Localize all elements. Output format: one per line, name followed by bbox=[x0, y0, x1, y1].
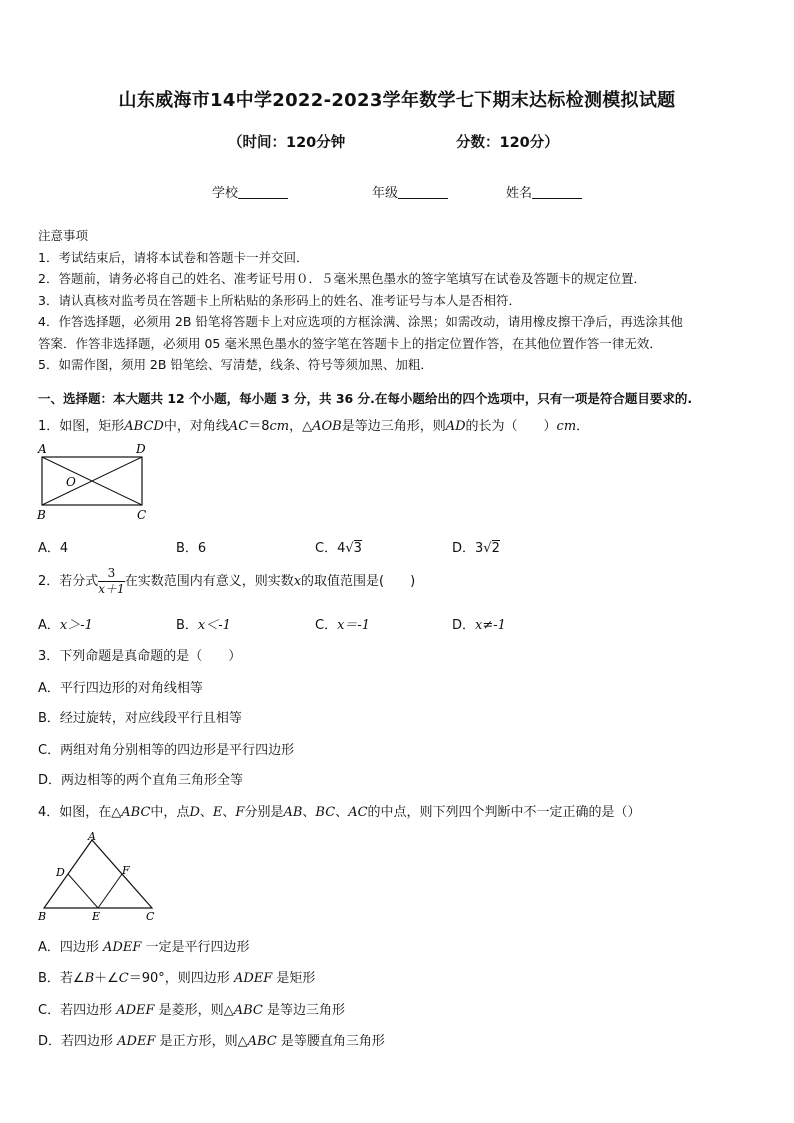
text: 一定是平行四边形 bbox=[141, 940, 250, 955]
option-text: x＜-1 bbox=[197, 618, 231, 633]
text: 2．若分式 bbox=[38, 574, 99, 589]
text: D．若四边形 bbox=[38, 1034, 118, 1049]
note-item: 2．答题前，请务必将自己的姓名、准考证号用０．５毫米黑色墨水的签字笔填写在试卷及答题卡的规定位置． bbox=[38, 271, 646, 286]
math: ABC bbox=[233, 1003, 263, 1018]
grade-blank bbox=[398, 186, 448, 199]
option-text: x≠-1 bbox=[475, 618, 506, 633]
option-text: 6 bbox=[197, 541, 207, 556]
score-label: 分数：120分） bbox=[456, 135, 559, 151]
label-c: C bbox=[146, 910, 155, 922]
note-item: 3．请认真核对监考员在答题卡上所粘贴的条形码上的姓名、准考证号与本人是否相符． bbox=[38, 292, 521, 308]
label-d: D bbox=[56, 866, 65, 879]
label-d: D bbox=[136, 442, 146, 456]
text: ＝90°，则四边形 bbox=[128, 971, 234, 986]
q4-option-d[interactable] bbox=[38, 1030, 385, 1049]
q3-option-a[interactable]: A．平行四边形的对角线相等 bbox=[38, 681, 203, 696]
q1-option-b[interactable] bbox=[176, 537, 206, 556]
note-item: 5．如需作图，须用 2B 铅笔绘、写清楚，线条、符号等须加黑、加粗． bbox=[38, 357, 433, 372]
question-1-stem bbox=[38, 415, 589, 434]
note-item: 1．考试结束后，请将本试卷和答题卡一并交回． bbox=[38, 249, 309, 265]
rectangle-figure bbox=[34, 440, 154, 522]
q4-option-b[interactable] bbox=[38, 967, 315, 986]
text: ＋∠ bbox=[94, 971, 119, 986]
sqrt-symbol: √ bbox=[345, 541, 354, 556]
text: 是正方形，则△ bbox=[155, 1034, 248, 1049]
math: AC bbox=[228, 419, 249, 434]
math: ADEF bbox=[103, 940, 142, 955]
numerator: 3 bbox=[98, 566, 124, 582]
q2-option-c[interactable] bbox=[315, 614, 370, 633]
math: F bbox=[235, 805, 245, 820]
text: 的取值范围是( ) bbox=[301, 574, 416, 589]
label-b: B bbox=[37, 508, 46, 522]
text: 、 bbox=[199, 805, 213, 820]
question-3-stem: 3．下列命题是真命题的是（ ） bbox=[38, 649, 242, 664]
notes-block bbox=[38, 225, 758, 376]
option-letter: A． bbox=[38, 541, 60, 556]
text: B．若∠ bbox=[38, 971, 85, 986]
text: 中，对角线 bbox=[163, 419, 229, 434]
q1-option-d[interactable] bbox=[452, 537, 500, 556]
label-e: E bbox=[92, 910, 101, 922]
text: 在实数范围内有意义，则实数 bbox=[124, 574, 294, 589]
denominator: x＋1 bbox=[98, 582, 125, 596]
q1-option-c[interactable] bbox=[315, 537, 362, 556]
q4-option-c[interactable] bbox=[38, 999, 345, 1018]
math: ADEF bbox=[116, 1003, 155, 1018]
option-letter: B． bbox=[176, 541, 198, 556]
q3-option-b[interactable]: B．经过旋转，对应线段平行且相等 bbox=[38, 711, 242, 726]
school-label: 学校 bbox=[212, 186, 239, 201]
notes-heading: 注意事项 bbox=[38, 228, 89, 243]
triangle-figure bbox=[34, 830, 164, 922]
q2-option-b[interactable] bbox=[176, 614, 231, 633]
q2-option-d[interactable] bbox=[452, 614, 506, 633]
segment-ef bbox=[98, 874, 122, 908]
label-a: A bbox=[88, 830, 96, 843]
time-label: （时间：120分钟 bbox=[228, 135, 346, 151]
math: cm bbox=[556, 419, 577, 434]
option-letter: B． bbox=[176, 618, 198, 633]
note-item: 答案．作答非选择题，必须用 05 毫米黑色墨水的签字笔在答题卡上的指定位置作答，在其他位置作答一律无效． bbox=[38, 335, 662, 351]
q3-option-c[interactable]: C．两组对角分别相等的四边形是平行四边形 bbox=[38, 743, 295, 758]
grade-label: 年级 bbox=[372, 186, 399, 201]
text: C．若四边形 bbox=[38, 1003, 117, 1018]
label-c: C bbox=[137, 508, 147, 522]
name-label: 姓名 bbox=[506, 186, 533, 201]
text: ． bbox=[576, 419, 590, 434]
page-title: 山东威海市14中学2022-2023学年数学七下期末达标检测模拟试题 bbox=[118, 90, 676, 111]
text: 、 bbox=[335, 805, 349, 820]
math: cm bbox=[269, 419, 290, 434]
radicand: 2 bbox=[491, 541, 500, 556]
option-letter: C． bbox=[315, 618, 338, 633]
option-text: 4 bbox=[337, 541, 346, 556]
math: ABC bbox=[121, 805, 151, 820]
text: 的中点，则下列四个判断中不一定正确的是（） bbox=[367, 805, 641, 820]
math: x bbox=[293, 574, 302, 589]
label-f: F bbox=[122, 864, 130, 877]
sqrt-symbol: √ bbox=[483, 541, 492, 556]
name-blank bbox=[532, 186, 582, 199]
math: BC bbox=[315, 805, 336, 820]
label-o: O bbox=[66, 475, 76, 489]
text: 的长为（ ） bbox=[465, 419, 557, 434]
math: D bbox=[189, 805, 200, 820]
name-field bbox=[506, 182, 582, 201]
math: AOB bbox=[312, 419, 342, 434]
label-a: A bbox=[38, 442, 47, 456]
text: 是等边三角形 bbox=[262, 1003, 345, 1018]
text: 1．如图，矩形 bbox=[38, 419, 125, 434]
option-text: 3 bbox=[475, 541, 484, 556]
label-b: B bbox=[38, 910, 47, 922]
text: A．四边形 bbox=[38, 940, 104, 955]
text: 、 bbox=[222, 805, 236, 820]
question-2-stem bbox=[38, 566, 415, 597]
option-text: 4 bbox=[59, 541, 69, 556]
math: AC bbox=[348, 805, 368, 820]
math: ADEF bbox=[117, 1034, 156, 1049]
math: B bbox=[84, 971, 95, 986]
text: 、 bbox=[302, 805, 316, 820]
text: 是矩形 bbox=[272, 971, 316, 986]
math: C bbox=[118, 971, 129, 986]
text: ＝8 bbox=[248, 419, 270, 434]
question-4-stem bbox=[38, 801, 641, 820]
q1-option-a[interactable] bbox=[38, 537, 68, 556]
text: ，△ bbox=[289, 419, 313, 434]
text: 4．如图，在△ bbox=[38, 805, 122, 820]
math: E bbox=[212, 805, 223, 820]
math: ADEF bbox=[233, 971, 273, 986]
section-heading: 一、选择题：本大题共 12 个小题，每小题 3 分，共 36 分.在每小题给出的四个选项中，只有一项是符合题目要求的. bbox=[38, 391, 693, 406]
option-letter: D． bbox=[452, 541, 476, 556]
segment-de bbox=[68, 874, 98, 908]
math: ABC bbox=[247, 1034, 277, 1049]
radicand: 3 bbox=[353, 541, 362, 556]
option-text: x＝-1 bbox=[337, 618, 371, 633]
text: 是等腰直角三角形 bbox=[276, 1034, 385, 1049]
text: 中，点 bbox=[150, 805, 190, 820]
q3-option-d[interactable]: D．两边相等的两个直角三角形全等 bbox=[38, 773, 244, 788]
school-field bbox=[212, 182, 288, 201]
math: AD bbox=[445, 419, 466, 434]
option-letter: C． bbox=[315, 541, 338, 556]
grade-field bbox=[372, 182, 448, 201]
math: AB bbox=[283, 805, 303, 820]
option-letter: A． bbox=[38, 618, 60, 633]
option-letter: D． bbox=[452, 618, 476, 633]
math: ABCD bbox=[124, 419, 164, 434]
text: 是等边三角形，则 bbox=[341, 419, 446, 434]
q2-option-a[interactable] bbox=[38, 614, 93, 633]
text: 是菱形，则△ bbox=[154, 1003, 234, 1018]
fraction bbox=[98, 566, 124, 597]
note-item: 4．作答选择题，必须用 2B 铅笔将答题卡上对应选项的方框涂满、涂黑；如需改动，请用橡皮擦干净后，再选涂其他 bbox=[38, 314, 683, 329]
school-blank bbox=[238, 186, 288, 199]
text: 分别是 bbox=[244, 805, 284, 820]
option-text: x＞-1 bbox=[59, 618, 93, 633]
q4-option-a[interactable] bbox=[38, 936, 250, 955]
